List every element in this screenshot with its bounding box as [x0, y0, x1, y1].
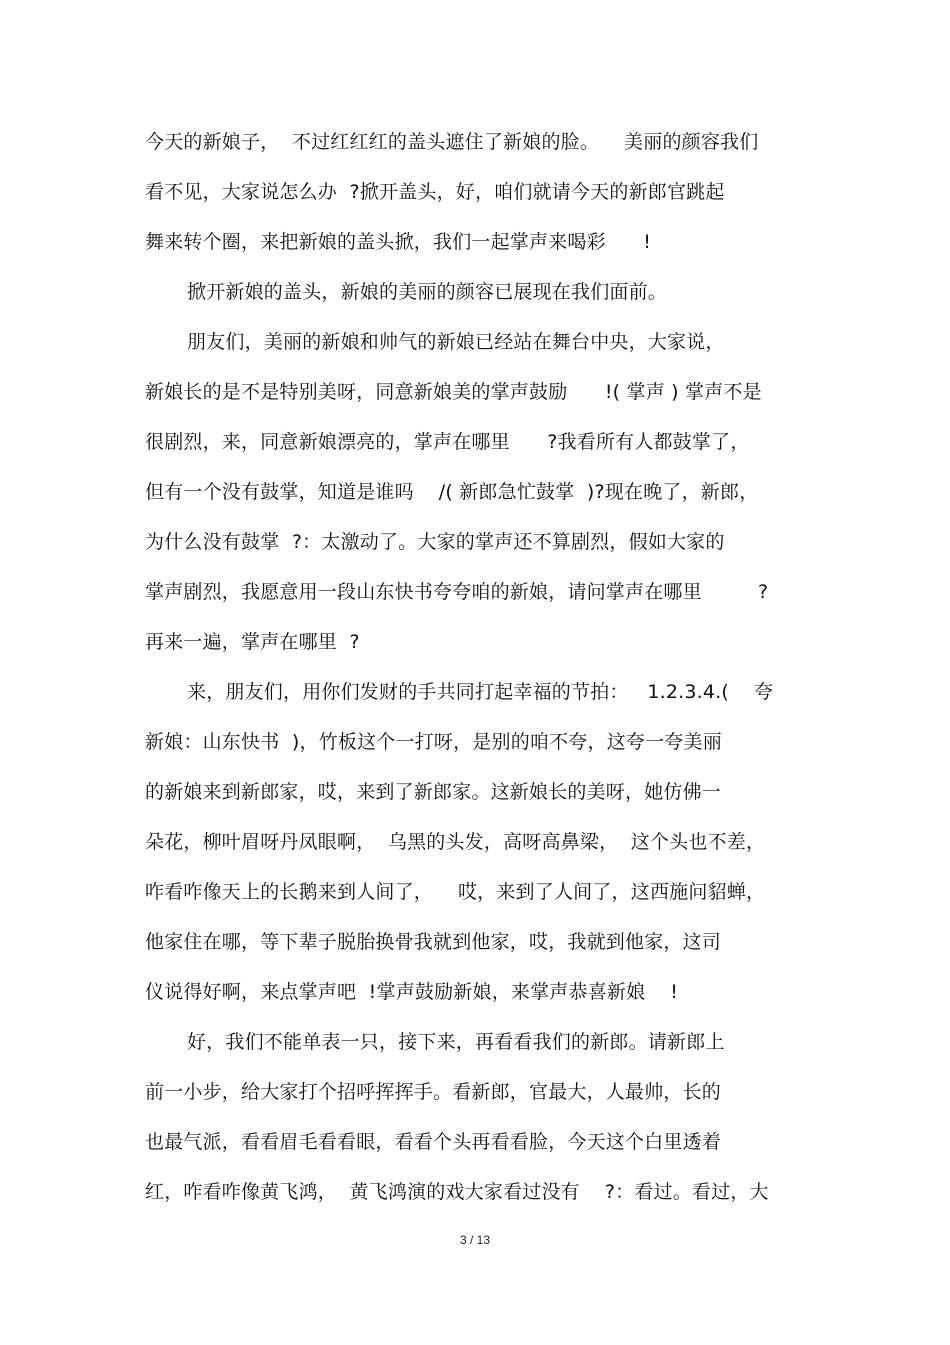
text-line: 朋友们，美丽的新娘和帅气的新娘已经站在舞台中央，大家说， [187, 331, 725, 353]
text-line: 掌声剧烈，我愿意用一段山东快书夸夸咱的新娘，请问掌声在哪里 ? [145, 581, 769, 603]
text-line: 朵花，柳叶眉呀丹凤眼啊， 乌黑的头发，高呀高鼻梁， 这个头也不差， [145, 831, 766, 853]
page-number: 3 / 13 [459, 1233, 491, 1247]
text-line: 咋看咋像天上的长鹅来到人间了， 哎，来到了人间了，这西施问貂蝉， [145, 881, 766, 903]
text-line: 很剧烈，来，同意新娘漂亮的，掌声在哪里 ?我看所有人都鼓掌了， [145, 431, 750, 453]
text-line: 新娘：山东快书 )，竹板这个一打呀，是别的咱不夸，这夸一夸美丽 [145, 731, 722, 753]
text-line: 前一小步，给大家打个招呼挥挥手。看新郎，官最大，人最帅，长的 [145, 1081, 722, 1103]
text-line: 再来一遍，掌声在哪里 ? [145, 631, 360, 653]
text-line: 他家住在哪，等下辈子脱胎换骨我就到他家，哎，我就到他家，这司 [145, 931, 722, 953]
text-line: 的新娘来到新郎家，哎，来到了新郎家。这新娘长的美呀，她仿佛一 [145, 781, 722, 803]
text-line: 好，我们不能单表一只，接下来，再看看我们的新郎。请新郎上 [187, 1031, 725, 1053]
text-line: 舞来转个圈，来把新娘的盖头掀，我们一起掌声来喝彩 ! [145, 231, 652, 253]
text-line: 但有一个没有鼓掌，知道是谁吗 /( 新郎急忙鼓掌 )?现在晚了，新郎， [145, 481, 759, 503]
text-line: 新娘长的是不是特别美呀，同意新娘美的掌声鼓励 !( 掌声 ) 掌声不是 [145, 381, 762, 403]
text-line: 为什么没有鼓掌 ?：太激动了。大家的掌声还不算剧烈，假如大家的 [145, 531, 725, 553]
text-line: 仪说得好啊，来点掌声吧 !掌声鼓励新娘，来掌声恭喜新娘 ! [145, 981, 679, 1003]
text-line: 红，咋看咋像黄飞鸿， 黄飞鸿演的戏大家看过没有 ?：看过。看过，大 [145, 1181, 769, 1203]
text-line: 也最气派，看看眉毛看看眼，看看个头再看看脸，今天这个白里透着 [145, 1131, 722, 1153]
text-line: 今天的新娘子， 不过红红红的盖头遮住了新娘的脸。 美丽的颜容我们 [145, 131, 759, 153]
text-line: 来，朋友们，用你们发财的手共同打起幸福的节拍： 1.2.3.4.( 夸 [187, 681, 774, 703]
text-line: 掀开新娘的盖头，新娘的美丽的颜容已展现在我们面前。 [187, 281, 668, 303]
text-line: 看不见，大家说怎么办 ?掀开盖头，好，咱们就请今天的新郎官跳起 [145, 181, 725, 203]
